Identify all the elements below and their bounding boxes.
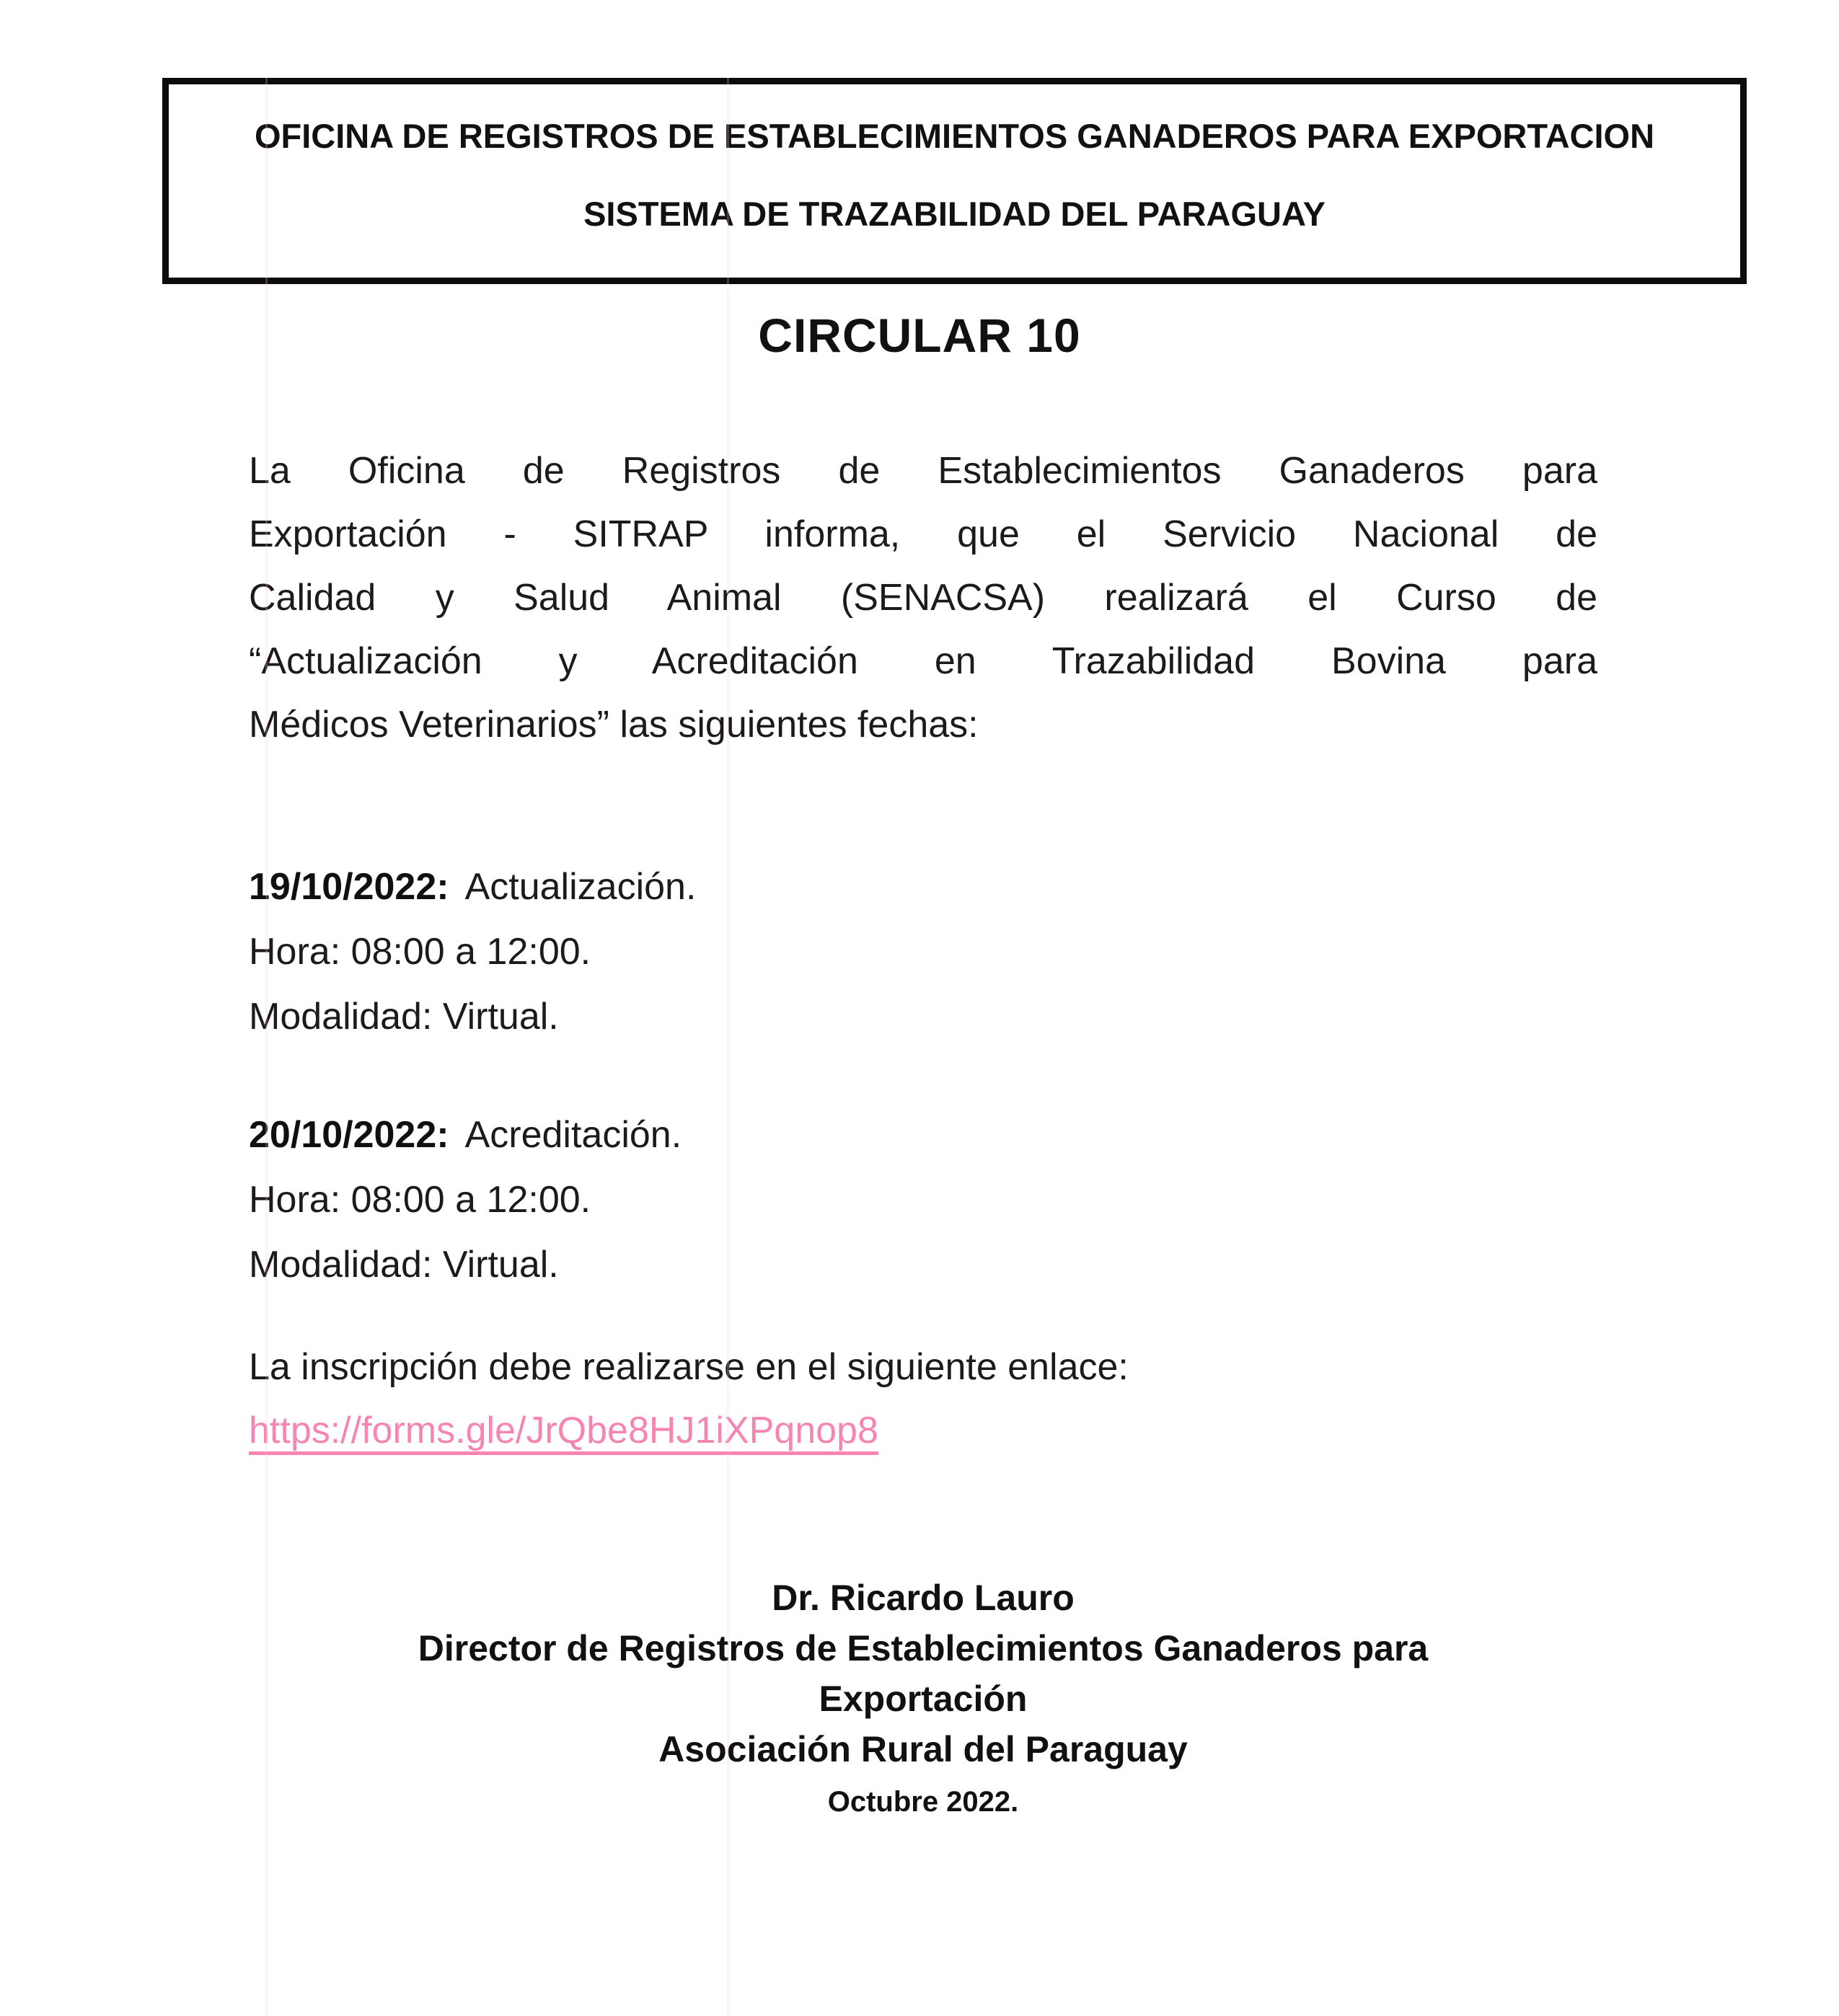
intro-line: “Actualización y Acreditación en Trazabilidad Bovina para [249, 640, 1597, 682]
header-box-line1: OFICINA DE REGISTROS DE ESTABLECIMIENTOS GANADEROS PARA EXPORTACION [254, 117, 1655, 155]
session-date: 19/10/2022: [249, 866, 449, 908]
header-box-line2: SISTEMA DE TRAZABILIDAD DEL PARAGUAY [583, 195, 1326, 233]
header-box [162, 78, 1747, 284]
session-time: Hora: 08:00 a 12:00. [249, 931, 591, 973]
intro-line: La Oficina de Registros de Establecimientos Ganaderos para [249, 450, 1597, 492]
signature-role-line1: Director de Registros de Establecimientos Ganaderos para [418, 1628, 1429, 1668]
page-title: CIRCULAR 10 [758, 309, 1081, 362]
intro-line: Médicos Veterinarios” las siguientes fechas: [249, 704, 979, 746]
intro-paragraph [249, 439, 1597, 756]
signature-block [249, 1573, 1597, 1774]
document-page [0, 78, 1839, 2016]
session-date-line [249, 1102, 1597, 1167]
session-block-1 [249, 854, 1597, 1049]
intro-line: Exportación - SITRAP informa, que el Servicio Nacional de [249, 513, 1597, 555]
session-date-line [249, 854, 1597, 919]
session-date: 20/10/2022: [249, 1114, 449, 1156]
intro-line: Calidad y Salud Animal (SENACSA) realizará el Curso de [249, 577, 1597, 619]
enrollment-link[interactable]: https://forms.gle/JrQbe8HJ1iXPqnop8 [249, 1410, 878, 1451]
signature-organization: Asociación Rural del Paraguay [658, 1729, 1188, 1769]
enrollment-section [249, 1335, 1597, 1462]
session-block-2 [249, 1102, 1597, 1297]
session-name: Actualización. [464, 866, 697, 908]
session-time: Hora: 08:00 a 12:00. [249, 1179, 591, 1221]
enrollment-label: La inscripción debe realizarse en el siguiente enlace: [249, 1346, 1129, 1388]
session-name: Acreditación. [464, 1114, 682, 1156]
document-body [249, 439, 1597, 1819]
signature-name: Dr. Ricardo Lauro [772, 1578, 1075, 1618]
document-date: Octubre 2022. [827, 1786, 1019, 1818]
session-mode: Modalidad: Virtual. [249, 1244, 559, 1286]
session-mode: Modalidad: Virtual. [249, 996, 559, 1038]
signature-role-line2: Exportación [819, 1679, 1028, 1719]
